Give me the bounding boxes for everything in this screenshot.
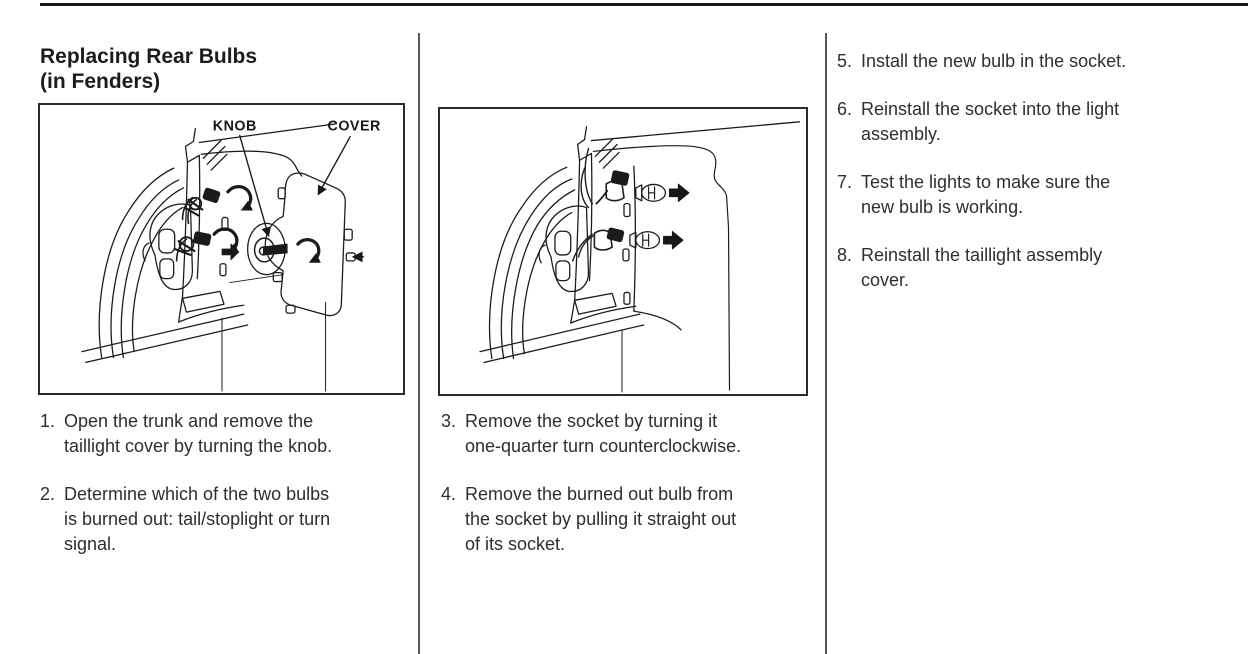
step-5-number: 5.: [837, 51, 853, 71]
step-4-text: the socket by pulling it straight out: [465, 509, 737, 529]
step-2-text: Determine which of the two bulbs: [64, 484, 330, 504]
page-title-line1: Replacing Rear Bulbs: [40, 45, 258, 68]
step-3-number: 3.: [441, 411, 457, 431]
figure-taillight-cover: [38, 103, 405, 395]
top-rule: [40, 3, 1248, 6]
wheel-arch-lines: [99, 168, 183, 357]
step-8-text: cover.: [861, 270, 910, 290]
step-4-number: 4.: [441, 484, 457, 504]
page-title-line2: (in Fenders): [40, 70, 161, 93]
step-8-number: 8.: [837, 245, 853, 265]
step-6-text: Reinstall the socket into the light: [861, 99, 1120, 119]
step-8: [837, 243, 1249, 293]
taillight-cover-illustration: [40, 105, 403, 393]
steps-column-1: [40, 409, 416, 580]
bottom-sill-lines: [82, 291, 326, 391]
upper-socket: [183, 188, 221, 223]
steps-column-3: [837, 49, 1249, 316]
cover-label: COVER: [327, 118, 381, 135]
column-divider-2: [825, 33, 827, 654]
bottom-sill-lines: [480, 293, 644, 392]
step-2-number: 2.: [40, 484, 56, 504]
step-7-text: Test the lights to make sure the: [861, 172, 1111, 192]
steps-column-2: [441, 409, 823, 580]
step-7: [837, 170, 1249, 220]
bulb-removal-illustration: [440, 109, 806, 394]
step-4-text: Remove the burned out bulb from: [465, 484, 734, 504]
step-1: [40, 409, 416, 459]
step-7-number: 7.: [837, 172, 853, 192]
step-2: [40, 482, 416, 557]
label-leaders: [240, 136, 350, 236]
column-divider-1: [418, 33, 420, 654]
step-1-text: taillight cover by turning the knob.: [64, 436, 333, 456]
step-5: [837, 49, 1249, 74]
pull-arrow-icon-lower: [663, 231, 683, 249]
rotate-arrow-icon-cover: [298, 240, 319, 261]
bulb-icon-upper: [636, 184, 666, 201]
step-3: [441, 409, 823, 459]
bulb-icon-lower: [630, 232, 660, 249]
step-6-number: 6.: [837, 99, 853, 119]
page-title: [40, 44, 257, 94]
knob-label: KNOB: [212, 118, 257, 135]
pull-arrow-icon-upper: [669, 184, 689, 202]
step-4: [441, 482, 823, 557]
step-7-text: new bulb is working.: [861, 197, 1024, 217]
step-2-text: is burned out: tail/stoplight or turn: [64, 509, 331, 529]
step-5-text: Install the new bulb in the socket.: [861, 51, 1127, 71]
step-3-text: one-quarter turn counterclockwise.: [465, 436, 742, 456]
step-4-text: of its socket.: [465, 534, 566, 554]
figure-bulb-removal: [438, 107, 808, 396]
rotate-arrow-icon-upper: [228, 187, 251, 209]
step-8-text: Reinstall the taillight assembly: [861, 245, 1103, 265]
lower-socket: [175, 232, 211, 261]
step-1-text: Open the trunk and remove the: [64, 411, 314, 431]
step-6-text: assembly.: [861, 124, 941, 144]
body-panel: [179, 124, 337, 322]
step-1-number: 1.: [40, 411, 56, 431]
lower-socket: [573, 228, 624, 261]
cover-plate: [265, 173, 363, 316]
step-6: [837, 97, 1249, 147]
step-2-text: signal.: [64, 534, 117, 554]
step-3-text: Remove the socket by turning it: [465, 411, 718, 431]
wheel-arch-lines: [490, 167, 575, 358]
body-panel: [571, 122, 800, 390]
